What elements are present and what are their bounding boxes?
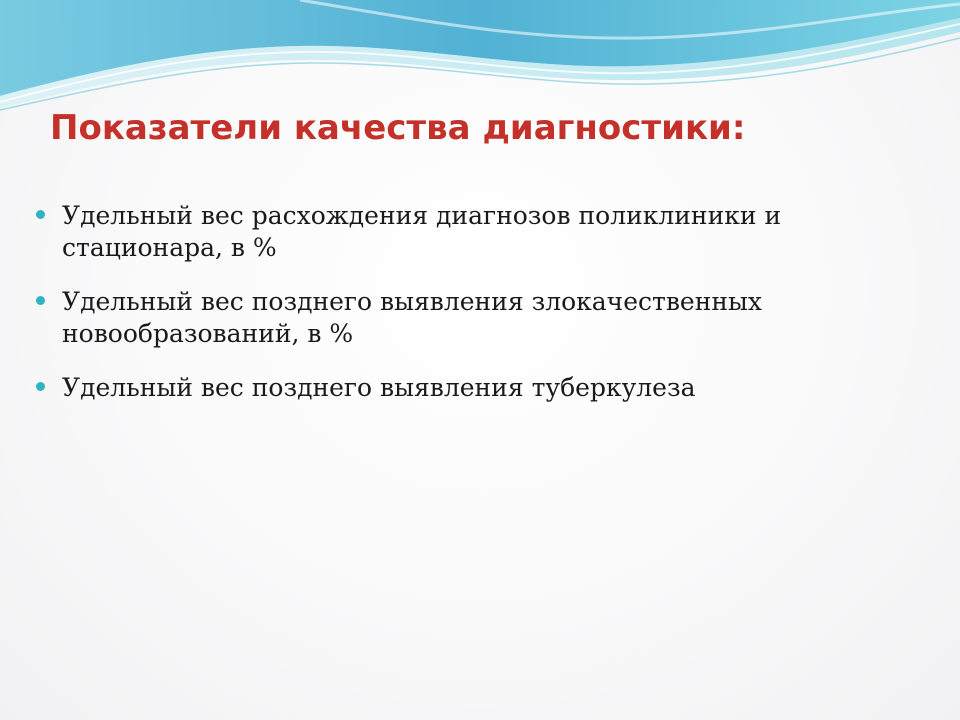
header-wave-decoration <box>0 0 960 120</box>
slide-title: Показатели качества диагностики: <box>50 108 746 148</box>
bullet-text: Удельный вес позднего выявления туберкулеза <box>62 373 696 402</box>
bullet-list <box>36 200 896 426</box>
bullet-icon <box>36 210 45 219</box>
bullet-icon <box>36 296 45 305</box>
bullet-text: Удельный вес расхождения диагнозов поликлиники и стационара, в % <box>62 201 782 262</box>
bullet-icon <box>36 382 45 391</box>
bullet-item <box>36 200 896 264</box>
bullet-text: Удельный вес позднего выявления злокачественных новообразований, в % <box>62 287 763 348</box>
bullet-item <box>36 286 896 350</box>
bullet-item <box>36 372 896 404</box>
